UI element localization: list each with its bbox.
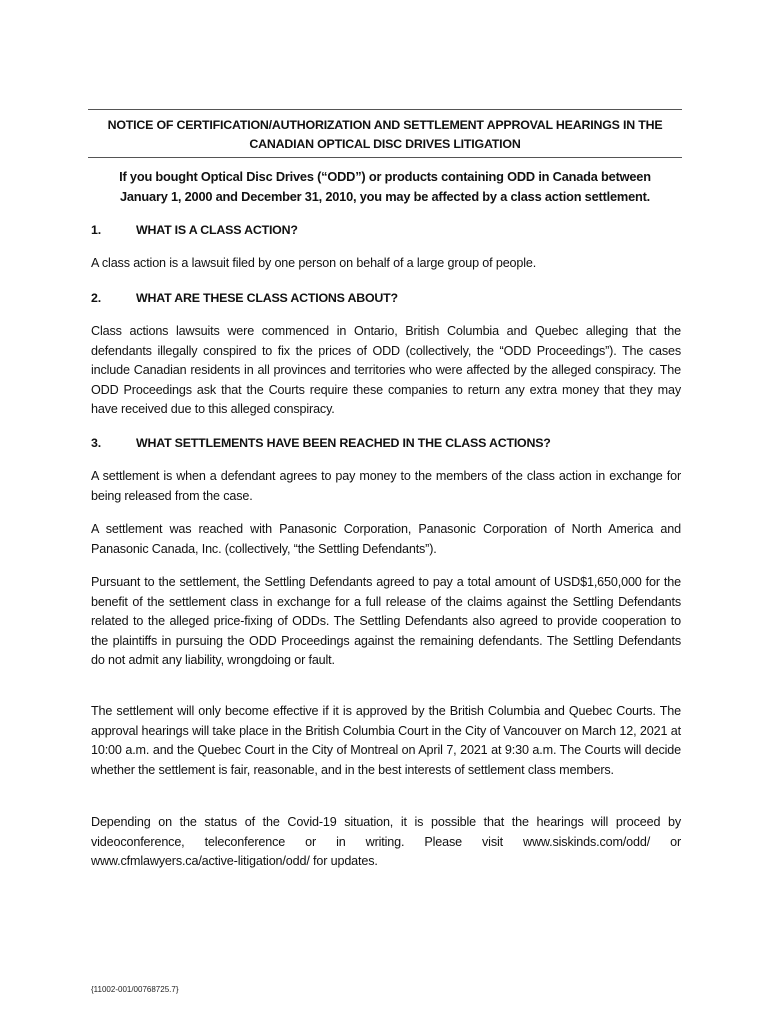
bottom-rule <box>88 157 682 158</box>
section-3-paragraph-2: A settlement was reached with Panasonic Corporation, Panasonic Corporation of North America and Panasonic Canada, Inc. (collectively, “the Settling Defendants”). <box>91 522 681 556</box>
section-title: WHAT IS A CLASS ACTION? <box>136 223 298 237</box>
section-2-heading <box>91 289 398 307</box>
section-title: WHAT SETTLEMENTS HAVE BEEN REACHED IN THE CLASS ACTIONS? <box>136 436 551 450</box>
section-number: 2. <box>91 291 101 305</box>
section-2-paragraph-1: Class actions lawsuits were commenced in Ontario, British Columbia and Quebec alleging that the defendants illegally conspired to fix the prices of ODD (collectively, the “ODD Proceedings”). The cases include Canadian residents in all provinces and territories who were affected by the alleged conspiracy. The ODD Proceedings ask that the Courts require these companies to return any extra money that they may have received due to this alleged conspiracy. <box>91 324 681 417</box>
section-1-heading <box>91 221 298 239</box>
section-3-paragraph-4: The settlement will only become effective if it is approved by the British Columbia and Quebec Courts. The approval hearings will take place in the British Columbia Court in the City of Vancouver on March 12, 2021 at 10:00 a.m. and the Quebec Court in the City of Montreal on April 7, 2021 at 9:30 a.m. The Courts will decide whether the settlement is fair, reasonable, and in the best interests of settlement class members. <box>91 704 681 777</box>
section-3-heading <box>91 434 551 452</box>
section-1-paragraph-1: A class action is a lawsuit filed by one person on behalf of a large group of people. <box>91 256 537 270</box>
section-3-paragraph-5: Depending on the status of the Covid-19 situation, it is possible that the hearings will proceed by videoconference, teleconference or in writing. Please visit www.siskinds.com/odd/ or www.cfmlawyers.ca/active-litigation/odd/ for updates. <box>91 815 681 869</box>
document-reference-footer: {11002-001/00768725.7} <box>91 985 179 994</box>
notice-title: NOTICE OF CERTIFICATION/AUTHORIZATION AND SETTLEMENT APPROVAL HEARINGS IN THE CANADIAN OPTICAL DISC DRIVES LITIGATION <box>107 118 663 151</box>
top-rule <box>88 109 682 110</box>
section-number: 1. <box>91 223 101 237</box>
section-3-paragraph-3: Pursuant to the settlement, the Settling Defendants agreed to pay a total amount of USD$1,650,000 for the benefit of the settlement class in exchange for a full release of the claims against the Settling Defendants related to the alleged price-fixing of ODDs. The Settling Defendants also agreed to provide cooperation to the plaintiffs in pursuing the ODD Proceedings against the remaining defendants. The Settling Defendants do not admit any liability, wrongdoing or fault. <box>91 575 681 668</box>
notice-subtitle: If you bought Optical Disc Drives (“ODD”) or products containing ODD in Canada between January 1, 2000 and December 31, 2010, you may be affected by a class action settlement. <box>119 169 651 204</box>
section-title: WHAT ARE THESE CLASS ACTIONS ABOUT? <box>136 291 398 305</box>
section-3-paragraph-1: A settlement is when a defendant agrees to pay money to the members of the class action in exchange for being released from the case. <box>91 469 681 503</box>
section-number: 3. <box>91 436 101 450</box>
